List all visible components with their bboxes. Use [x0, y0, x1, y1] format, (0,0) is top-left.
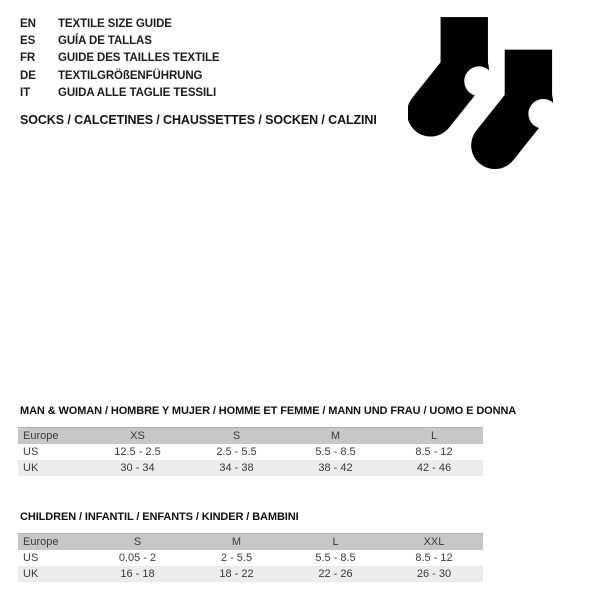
table-title: MAN & WOMAN / HOMBRE Y MUJER / HOMME ET FEMME / MANN UND FRAU / UOMO E DONNA	[20, 405, 517, 417]
header-cell: XS	[88, 428, 187, 445]
table-row	[18, 460, 483, 476]
row-label: US	[23, 446, 39, 458]
size-cell: 30 - 34	[88, 460, 187, 476]
lang-label: GUIDE DES TAILLES TEXTILE	[58, 52, 220, 65]
size-cell: 16 - 18	[88, 566, 187, 582]
lang-code: IT	[20, 87, 31, 100]
size-cell: 8.5 - 12	[415, 446, 453, 458]
header-cell: Europe	[18, 534, 88, 551]
lang-label: TEXTILE SIZE GUIDE	[58, 17, 172, 30]
table-title: CHILDREN / INFANTIL / ENFANTS / KINDER / BAMBINI	[20, 511, 299, 523]
size-cell: 12.5 - 2.5	[114, 446, 161, 458]
size-cell: 38 - 42	[286, 460, 385, 476]
table-header-row	[18, 534, 483, 551]
header-cell: S	[88, 534, 187, 551]
table-row	[18, 444, 483, 460]
size-cell: 26 - 30	[385, 566, 483, 582]
table-row	[18, 550, 483, 566]
category-title: SOCKS / CALCETINES / CHAUSSETTES / SOCKEN / CALZINI	[20, 113, 377, 127]
lang-row-fr	[20, 50, 220, 67]
lang-label: GUÍA DE TALLAS	[58, 35, 152, 48]
language-list	[20, 15, 220, 102]
size-cell: 5.5 - 8.5	[315, 446, 356, 458]
lang-label: TEXTILGRÖßENFÜHRUNG	[58, 69, 203, 82]
size-cell: 2 - 5.5	[220, 552, 253, 564]
header-cell: L	[385, 428, 483, 445]
header-cell: L	[286, 534, 385, 551]
lang-label: GUIDA ALLE TAGLIE TESSILI	[58, 87, 217, 100]
size-cell: 8.5 - 12	[415, 552, 453, 564]
header-cell: Europe	[18, 428, 88, 445]
row-label: UK	[18, 566, 88, 582]
lang-row-en	[20, 15, 220, 32]
size-table-children	[18, 510, 483, 582]
size-cell: 34 - 38	[187, 460, 286, 476]
lang-code: EN	[20, 17, 36, 30]
row-label: US	[23, 552, 39, 564]
size-cell: 2.5 - 5.5	[216, 446, 257, 458]
size-cell: 42 - 46	[385, 460, 483, 476]
lang-code: DE	[20, 69, 36, 82]
size-cell: 5.5 - 8.5	[315, 552, 356, 564]
header-cell: S	[187, 428, 286, 445]
header-cell: M	[187, 534, 286, 551]
lang-code: FR	[20, 52, 36, 65]
lang-row-it	[20, 85, 220, 102]
header-cell: M	[286, 428, 385, 445]
size-cell: 0.05 - 2	[118, 552, 157, 564]
socks-icon	[408, 14, 558, 182]
header-cell: XXL	[385, 534, 483, 551]
table-header-row	[18, 428, 483, 445]
size-cell: 18 - 22	[187, 566, 286, 582]
lang-row-es	[20, 32, 220, 49]
row-label: UK	[18, 460, 88, 476]
lang-row-de	[20, 67, 220, 84]
table-row	[18, 566, 483, 582]
size-table-man-woman	[18, 404, 517, 476]
size-cell: 22 - 26	[286, 566, 385, 582]
lang-code: ES	[20, 35, 36, 48]
